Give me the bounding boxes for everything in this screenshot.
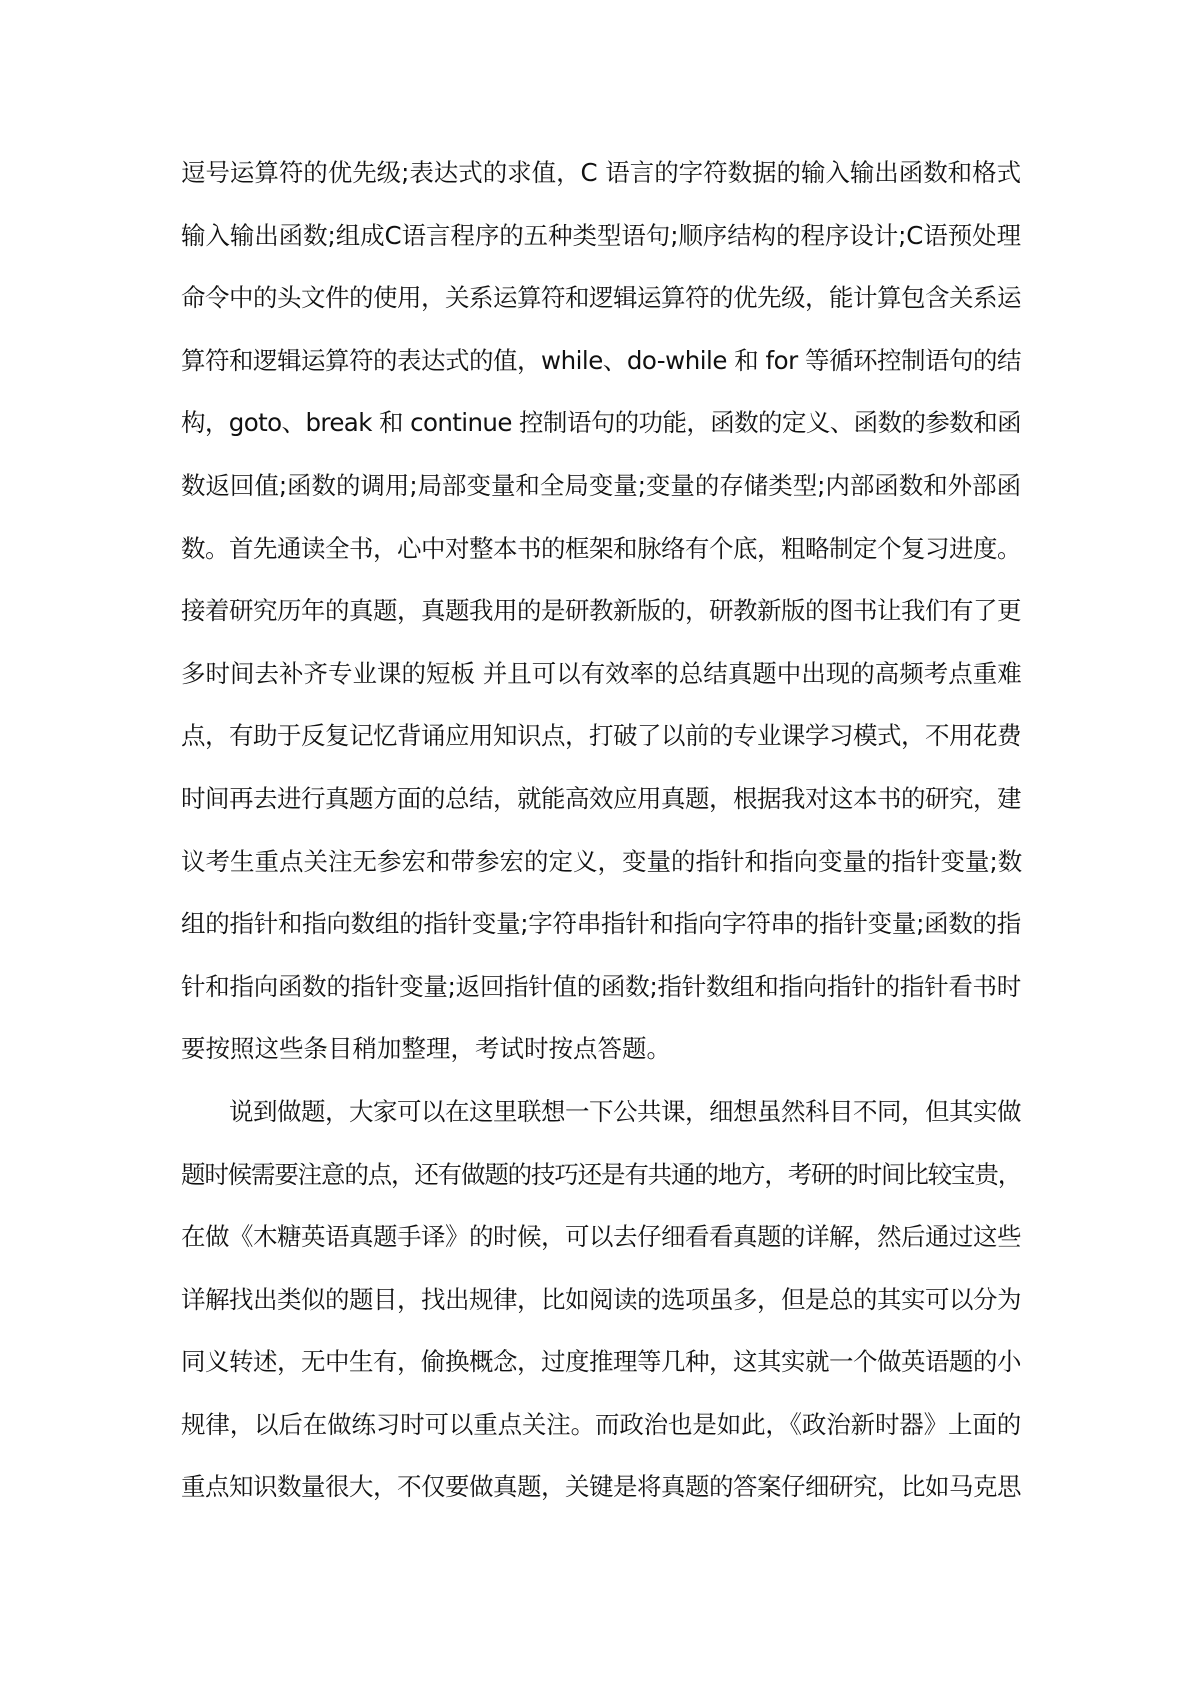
text-line: 同义转述，无中生有，偷换概念，过度推理等几种，这其实就一个做英语题的小	[181, 1347, 1021, 1377]
text-line: 构，goto、break 和 continue 控制语句的功能，函数的定义、函数的参数和函	[181, 408, 1021, 438]
text-line: 数返回值;函数的调用;局部变量和全局变量;变量的存储类型;内部函数和外部函	[181, 470, 1021, 500]
document-body	[181, 142, 1021, 1519]
text-line: 命令中的头文件的使用，关系运算符和逻辑运算符的优先级，能计算包含关系运	[181, 283, 1021, 313]
text-line: 针和指向函数的指针变量;返回指针值的函数;指针数组和指向指针的指针看书时	[181, 971, 1021, 1001]
text-line: 详解找出类似的题目，找出规律，比如阅读的选项虽多，但是总的其实可以分为	[181, 1284, 1021, 1314]
text-line: 议考生重点关注无参宏和带参宏的定义，变量的指针和指向变量的指针变量;数	[181, 846, 1023, 876]
text-line: 要按照这些条目稍加整理，考试时按点答题。	[181, 1034, 671, 1064]
text-line: 数。首先通读全书，心中对整本书的框架和脉络有个底，粗略制定个复习进度。	[181, 533, 1021, 563]
text-line: 题时候需要注意的点，还有做题的技巧还是有共通的地方，考研的时间比较宝贵，	[181, 1159, 1021, 1189]
text-line: 组的指针和指向数组的指针变量;字符串指针和指向字符串的指针变量;函数的指	[181, 909, 1021, 939]
text-line: 输入输出函数;组成C语言程序的五种类型语句;顺序结构的程序设计;C语预处理	[181, 220, 1021, 250]
text-line: 算符和逻辑运算符的表达式的值，while、do-while 和 for 等循环控制语句的结	[181, 345, 1021, 375]
text-line: 多时间去补齐专业课的短板 并且可以有效率的总结真题中出现的高频考点重难	[181, 658, 1022, 688]
text-line: 时间再去进行真题方面的总结，就能高效应用真题，根据我对这本书的研究，建	[181, 783, 1021, 813]
text-line: 逗号运算符的优先级;表达式的求值，C 语言的字符数据的输入输出函数和格式	[181, 158, 1021, 187]
text-line: 规律，以后在做练习时可以重点关注。而政治也是如此，《政治新时器》上面的	[181, 1409, 1021, 1439]
text-line: 点，有助于反复记忆背诵应用知识点，打破了以前的专业课学习模式，不用花费	[181, 721, 1021, 751]
text-line: 接着研究历年的真题，真题我用的是研教新版的，研教新版的图书让我们有了更	[181, 596, 1021, 626]
text-line: 在做《木糖英语真题手译》的时候，可以去仔细看看真题的详解，然后通过这些	[181, 1222, 1021, 1252]
paragraph-1	[181, 142, 1021, 1081]
paragraph-2	[181, 1081, 1021, 1519]
text-line: 重点知识数量很大，不仅要做真题，关键是将真题的答案仔细研究，比如马克思	[181, 1472, 1021, 1502]
text-line: 说到做题，大家可以在这里联想一下公共课，细想虽然科目不同，但其实做	[229, 1096, 1021, 1126]
